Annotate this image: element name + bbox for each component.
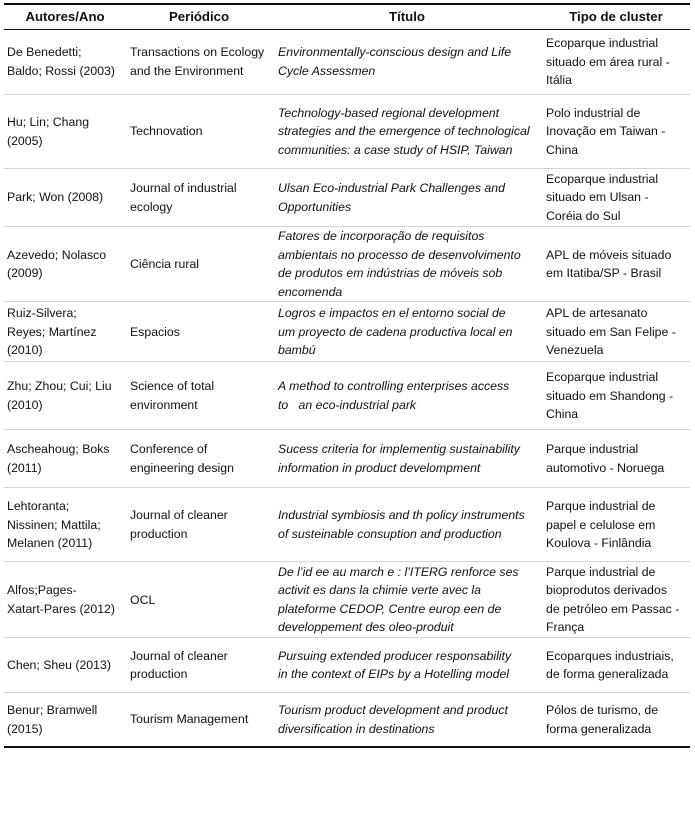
cell-journal-line: Transactions on Ecology	[130, 45, 265, 60]
cell-cluster-line: papel e celulose em	[546, 517, 656, 532]
table-header	[4, 4, 690, 30]
cell-title-line: encomenda	[278, 284, 343, 299]
cell-title-line: diversification in destinations	[278, 721, 435, 736]
cell-title-line: to an eco-industrial park	[278, 397, 417, 412]
cell-cluster	[542, 30, 690, 95]
cell-title	[272, 562, 542, 638]
cell-authors-line: De Benedetti;	[7, 45, 82, 60]
cell-authors-line: (2010)	[7, 397, 43, 412]
cell-title-line: Opportunities	[278, 199, 352, 214]
cell-journal	[126, 638, 272, 693]
cell-cluster-line: Koulova - Finlândia	[546, 536, 652, 551]
header-cluster: Tipo de cluster	[542, 4, 690, 30]
cell-cluster-line: Venezuela	[546, 343, 604, 358]
cell-title-line: ambientais no processo de desenvolvimento	[278, 247, 521, 262]
cell-cluster-line: Pólos de turismo, de	[546, 703, 659, 718]
cell-cluster-line: APL de móveis situado	[546, 247, 672, 262]
header-title: Título	[272, 4, 542, 30]
cell-cluster-line: Itália	[546, 73, 572, 88]
cell-cluster-line: China	[546, 407, 579, 422]
cell-cluster-line: forma generalizada	[546, 721, 652, 736]
cell-title-line: Sucess criteria for implementig sustainability	[278, 442, 520, 457]
cell-authors-line: Chen; Sheu (2013)	[7, 658, 111, 673]
table-row	[4, 169, 690, 227]
cell-cluster-line: Polo industrial de	[546, 105, 641, 120]
cell-cluster-line: situado em Shandong -	[546, 388, 674, 403]
table-row	[4, 488, 690, 562]
cell-journal	[126, 693, 272, 747]
cell-cluster	[542, 302, 690, 362]
cell-authors-line: Lehtoranta;	[7, 498, 70, 513]
cell-cluster	[542, 227, 690, 302]
cell-title-line: Technology-based regional development	[278, 105, 500, 120]
cell-authors-line: Nissinen; Mattila;	[7, 517, 101, 532]
cell-cluster-line: automotivo - Noruega	[546, 460, 665, 475]
cell-authors-line: Benur; Bramwell	[7, 703, 98, 718]
cell-title-line: Tourism product development and product	[278, 703, 508, 718]
cell-title-line: de produtos em indústrias de móveis sob	[278, 266, 503, 281]
cell-cluster-line: bioprodutos derivados	[546, 583, 667, 598]
table-row	[4, 302, 690, 362]
cell-title-line: bambú	[278, 343, 316, 358]
cell-cluster	[542, 362, 690, 430]
cell-authors-line: Reyes; Martínez	[7, 324, 97, 339]
cell-authors-line: (2009)	[7, 266, 43, 281]
cell-authors-line: (2005)	[7, 133, 43, 148]
cell-journal	[126, 30, 272, 95]
cell-authors	[4, 302, 126, 362]
cell-title-line: Fatores de incorporação de requisitos	[278, 229, 485, 243]
cell-cluster	[542, 95, 690, 169]
table-row	[4, 227, 690, 302]
cell-cluster	[542, 562, 690, 638]
cell-authors-line: Azevedo; Nolasco	[7, 247, 107, 262]
cell-journal	[126, 302, 272, 362]
cell-title	[272, 638, 542, 693]
table-row	[4, 430, 690, 488]
cell-authors-line: Ascheahoug; Boks	[7, 442, 110, 457]
cell-title-line: um proyecto de cadena productiva local en	[278, 324, 513, 339]
cell-journal	[126, 362, 272, 430]
table-row	[4, 362, 690, 430]
cell-cluster	[542, 169, 690, 227]
cell-title-line: Environmentally-conscious design and Life	[278, 45, 512, 60]
cell-journal	[126, 562, 272, 638]
cell-cluster-line: situado em Ulsan -	[546, 190, 649, 205]
cell-cluster-line: Ecoparque industrial	[546, 171, 659, 186]
cell-authors-line: Zhu; Zhou; Cui; Liu	[7, 379, 112, 394]
cell-cluster	[542, 488, 690, 562]
cell-authors-line: Baldo; Rossi (2003)	[7, 64, 115, 78]
cell-cluster-line: APL de artesanato	[546, 305, 648, 320]
cell-title-line: of susteinable consuption and production	[278, 526, 502, 541]
cell-cluster-line: Parque industrial de	[546, 498, 656, 513]
header-row	[4, 4, 690, 30]
cell-title-line: developpement des oleo-produit	[278, 620, 454, 635]
cell-journal	[126, 227, 272, 302]
cell-title-line: activit es dans la chimie verte avec la	[278, 583, 481, 598]
cell-title	[272, 430, 542, 488]
table-row	[4, 638, 690, 693]
cell-authors-line: (2015)	[7, 721, 43, 736]
cell-journal	[126, 169, 272, 227]
cell-cluster-line: China	[546, 142, 579, 157]
cell-title-line: strategies and the emergence of technological	[278, 124, 530, 139]
cell-title-line: plateforme CEDOP, Centre europ een de	[278, 601, 502, 616]
cell-journal-line: engineering design	[130, 460, 234, 475]
cell-title-line: A method to controlling enterprises access	[278, 379, 510, 394]
cell-title-line: Cycle Assessmen	[278, 64, 376, 78]
cell-cluster-line: Parque industrial de	[546, 564, 656, 579]
cell-title	[272, 30, 542, 95]
cell-title-line: information in product develompment	[278, 460, 481, 475]
cell-journal-line: production	[130, 667, 188, 682]
cell-cluster-line: Ecoparque industrial	[546, 369, 659, 384]
cell-cluster-line: Inovação em Taiwan -	[546, 124, 666, 139]
cell-cluster	[542, 693, 690, 747]
cell-cluster-line: de petróleo em Passac -	[546, 601, 680, 616]
cell-journal	[126, 95, 272, 169]
cell-authors-line: Melanen (2011)	[7, 536, 93, 551]
cell-authors	[4, 169, 126, 227]
cell-cluster-line: em Itatiba/SP - Brasil	[546, 266, 662, 281]
cell-journal-line: Espacios	[130, 324, 180, 339]
cell-authors	[4, 227, 126, 302]
cell-cluster-line: Coréia do Sul	[546, 208, 621, 223]
cell-cluster-line: Ecoparques industriais,	[546, 648, 674, 663]
cell-authors	[4, 488, 126, 562]
cell-authors	[4, 430, 126, 488]
cell-authors	[4, 30, 126, 95]
cell-title-line: Industrial symbiosis and th policy instruments	[278, 508, 525, 523]
cell-cluster-line: de forma generalizada	[546, 667, 669, 682]
cell-journal-line: Journal of cleaner	[130, 648, 228, 663]
cell-journal-line: Journal of cleaner	[130, 508, 228, 523]
cell-title-line: Ulsan Eco-industrial Park Challenges and	[278, 180, 505, 195]
cell-authors-line: (2011)	[7, 460, 42, 475]
cell-authors	[4, 362, 126, 430]
cell-title	[272, 362, 542, 430]
cell-cluster	[542, 638, 690, 693]
cell-journal-line: Conference of	[130, 442, 208, 457]
cell-title-line: communities: a case study of HSIP, Taiwan	[278, 142, 513, 157]
cell-authors-line: Park; Won (2008)	[7, 190, 104, 205]
cell-cluster-line: situado em área rural -	[546, 54, 670, 69]
cell-title	[272, 95, 542, 169]
cell-journal	[126, 488, 272, 562]
cell-journal-line: Journal of industrial	[130, 180, 237, 195]
table-row	[4, 562, 690, 638]
table-row	[4, 693, 690, 747]
cell-journal-line: Tourism Management	[130, 712, 249, 727]
cell-authors-line: (2010)	[7, 343, 43, 358]
cell-title	[272, 693, 542, 747]
cell-journal-line: environment	[130, 397, 198, 412]
cell-cluster-line: situado em San Felipe -	[546, 324, 676, 339]
cell-title-line: Pursuing extended producer responsability	[278, 648, 512, 663]
cell-title-line: in the context of EIPs by a Hotelling model	[278, 667, 510, 682]
cell-journal-line: production	[130, 526, 188, 541]
table-body	[4, 30, 690, 747]
cell-cluster	[542, 430, 690, 488]
cell-title	[272, 488, 542, 562]
cell-authors-line: Xatart-Pares (2012)	[7, 601, 115, 616]
cell-title-line: De l’id ee au march e : l’ITERG renforce ses	[278, 564, 519, 579]
cell-journal-line: and the Environment	[130, 64, 244, 78]
header-authors: Autores/Ano	[4, 4, 126, 30]
cell-authors	[4, 693, 126, 747]
cell-journal-line: ecology	[130, 199, 173, 214]
cell-title	[272, 227, 542, 302]
cell-journal	[126, 430, 272, 488]
cell-authors-line: Hu; Lin; Chang	[7, 114, 90, 129]
cell-title	[272, 302, 542, 362]
cell-journal-line: OCL	[130, 592, 156, 607]
cell-authors	[4, 638, 126, 693]
cell-title	[272, 169, 542, 227]
cell-journal-line: Science of total	[130, 379, 215, 394]
cell-cluster-line: Parque industrial	[546, 442, 639, 457]
cell-authors-line: Ruiz-Silvera;	[7, 305, 77, 320]
table-row	[4, 95, 690, 169]
header-journal: Periódico	[126, 4, 272, 30]
cell-authors	[4, 562, 126, 638]
cell-journal-line: Technovation	[130, 124, 203, 139]
cell-authors-line: Alfos;Pages-	[7, 583, 77, 598]
literature-table	[4, 3, 690, 748]
cell-title-line: Logros e impactos en el entorno social de	[278, 305, 506, 320]
table-row	[4, 30, 690, 95]
cell-cluster-line: França	[546, 620, 585, 635]
cell-authors	[4, 95, 126, 169]
cell-cluster-line: Ecoparque industrial	[546, 36, 659, 51]
cell-journal-line: Ciência rural	[130, 256, 200, 271]
